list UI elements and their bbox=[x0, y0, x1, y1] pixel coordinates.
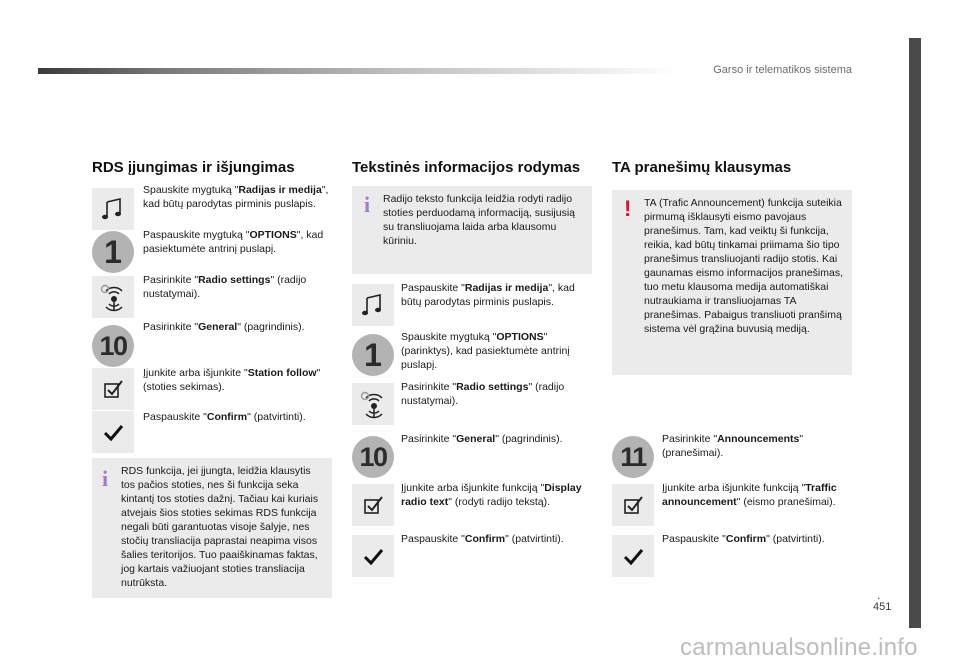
rds-step-confirm: Paspauskite "Confirm" (patvirtinti). bbox=[143, 411, 306, 423]
text-step-radio-settings: Pasirinkite "Radio settings" (radijo nustatymai). bbox=[401, 381, 565, 407]
rds-step-station-follow: Įjunkite arba išjunkite "Station follow" (stoties sekimas). bbox=[143, 367, 321, 393]
checkmark-icon bbox=[612, 535, 654, 577]
text-step-media: Paspauskite "Radijas ir medija", kad būtų parodytas pirminis puslapis. bbox=[401, 282, 575, 308]
rds-info-panel bbox=[92, 458, 332, 598]
page-marker: . bbox=[877, 588, 881, 602]
info-icon: i bbox=[364, 192, 371, 217]
rds-step-options: Paspauskite mygtuką "OPTIONS", kad pasiektumėte antrinį puslapį. bbox=[143, 229, 324, 255]
step-badge-10: 10 bbox=[92, 325, 134, 367]
checkbox-toggle-icon bbox=[612, 484, 654, 526]
music-note-icon bbox=[352, 284, 394, 326]
text-info-title: Tekstinės informacijos rodymas bbox=[352, 159, 581, 176]
text-info-panel bbox=[352, 186, 592, 274]
ta-info-panel bbox=[612, 190, 852, 375]
ta-info-text: TA (Trafic Announcement) funkcija suteikia pirmumą išklausyti eismo pavojaus pranešimus. Tam, kad veiktų ši funkcija, reikia, kad būtų tinkamai priimama šio tipo pranešimus transliuojanti radijo stotis. Kai gaunamas eismo informacijos pranešimas, tuo metu klausoma medija automatiškai nutraukiama ir transliuojamas TA pranešimas. Pabaigus transliuoti pranšimą sistema vėl grąžina buvusią mediją. bbox=[644, 197, 844, 335]
text-step-display-radio-text: Įjunkite arba išjunkite funkciją "Display radio text" (rodyti radijo tekstą). bbox=[401, 482, 582, 508]
checkbox-toggle-icon bbox=[92, 368, 134, 410]
text-step-general: Pasirinkite "General" (pagrindinis). bbox=[401, 433, 563, 445]
checkmark-icon bbox=[352, 535, 394, 577]
ta-title: TA pranešimų klausymas bbox=[612, 159, 792, 176]
rds-title: RDS įjungimas ir išjungimas bbox=[92, 159, 295, 176]
step-badge-1: 1 bbox=[92, 231, 134, 273]
info-icon: i bbox=[102, 466, 109, 491]
section-header-title: Garso ir telematikos sistema bbox=[713, 64, 852, 76]
page-number: 451 bbox=[873, 601, 892, 613]
text-info-description: Radijo teksto funkcija leidžia rodyti radijo stoties perduodamą informaciją, susijusią su transliuojama laida arba klausomu kūriniu. bbox=[383, 193, 576, 247]
radio-settings-icon bbox=[92, 276, 134, 318]
text-step-confirm: Paspauskite "Confirm" (patvirtinti). bbox=[401, 533, 564, 545]
radio-settings-icon bbox=[352, 383, 394, 425]
music-note-icon bbox=[92, 188, 134, 230]
watermark: carmanualsonline.info bbox=[680, 634, 918, 661]
step-badge-10: 10 bbox=[352, 436, 394, 478]
ta-step-traffic-announcement: Įjunkite arba išjunkite funkciją "Traffic announcement" (eismo pranešimai). bbox=[662, 482, 837, 508]
ta-step-announcements: Pasirinkite "Announcements" (pranešimai). bbox=[662, 433, 804, 459]
step-badge-1: 1 bbox=[352, 334, 394, 376]
warning-icon: ! bbox=[624, 196, 632, 221]
rds-info-text: RDS funkcija, jei įjungta, leidžia klausytis tos pačios stoties, nes ši funkcija seka kintantį tos stoties dažnį. Tačiau kai kuriais atvejais šios stoties sekimas RDS funkcija negali būti garantuotas visoje šalyje, nes stočių transliacija paprastai neapima visos šalies teritorijos. Tuo paaiškinamas faktas, jog kartais važiuojant stoties transliacija nutrūksta. bbox=[121, 465, 319, 589]
step-badge-11: 11 bbox=[612, 436, 654, 478]
rds-step-general: Pasirinkite "General" (pagrindinis). bbox=[143, 321, 305, 333]
checkmark-icon bbox=[92, 411, 134, 453]
text-step-options: Spauskite mygtuką "OPTIONS" (parinktys), kad pasiektumėte antrinį puslapį. bbox=[401, 331, 570, 371]
checkbox-toggle-icon bbox=[352, 484, 394, 526]
ta-step-confirm: Paspauskite "Confirm" (patvirtinti). bbox=[662, 533, 825, 545]
header-gradient-bar bbox=[38, 68, 678, 74]
rds-step-media: Spauskite mygtuką "Radijas ir medija", kad būtų parodytas pirminis puslapis. bbox=[143, 184, 329, 210]
rds-step-radio-settings: Pasirinkite "Radio settings" (radijo nustatymai). bbox=[143, 274, 307, 300]
page-edge-stripe bbox=[909, 38, 921, 628]
